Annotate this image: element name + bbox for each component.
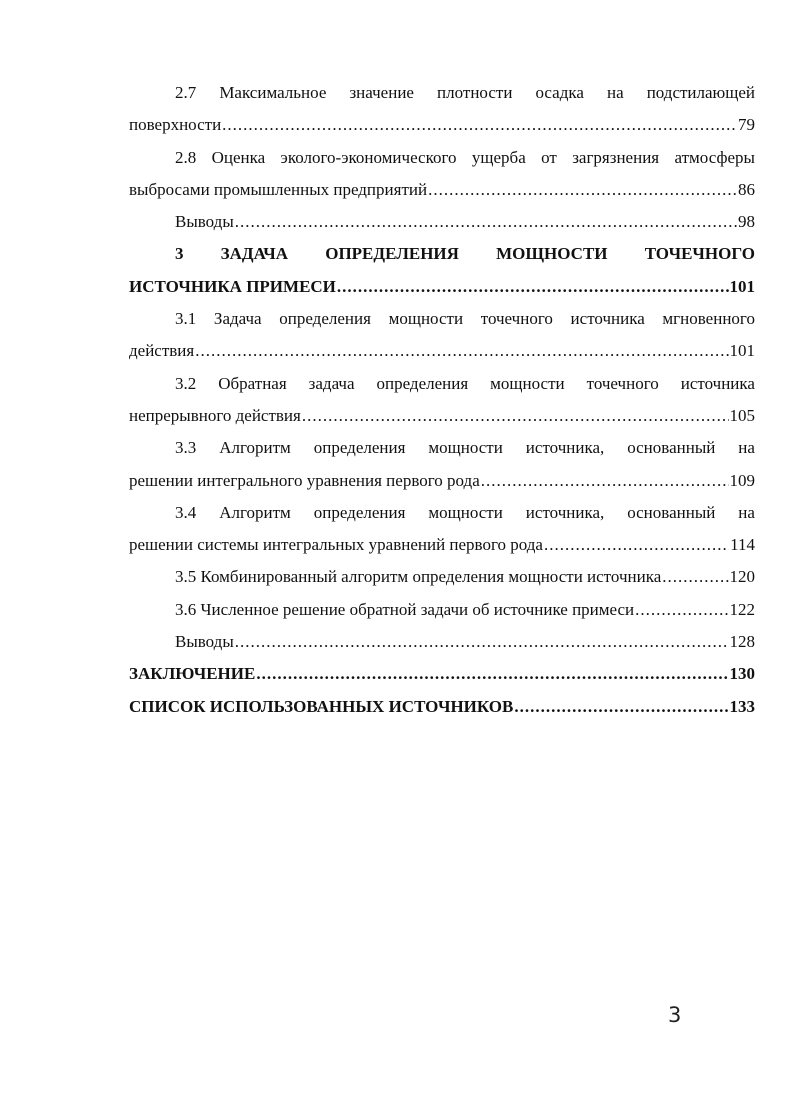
dot-leader bbox=[235, 206, 737, 238]
dot-leader bbox=[256, 658, 728, 690]
toc-entry-2-8[interactable]: 2.8 Оценка эколого-экономического ущерба от загрязнения атмосферы выбросами промышленных предприятий ..... 86 bbox=[129, 142, 755, 207]
toc-page-number: 114 bbox=[730, 535, 755, 555]
toc-entry-2-7[interactable]: 2.7 Максимальное значение плотности осадка на подстилающей поверхности ..... 79 bbox=[129, 77, 755, 142]
dot-leader bbox=[662, 561, 728, 593]
dot-leader bbox=[337, 271, 729, 303]
toc-entry-text: ИСТОЧНИКА ПРИМЕСИ bbox=[129, 276, 336, 296]
toc-page-number: 86 bbox=[738, 179, 755, 199]
dot-leader bbox=[544, 529, 729, 561]
dot-leader bbox=[235, 626, 729, 658]
toc-page-number: 120 bbox=[729, 567, 755, 587]
toc-entry-text: действия bbox=[129, 341, 195, 361]
toc-page-number: 105 bbox=[729, 405, 755, 425]
toc-entry-text: 3.6 Численное решение обратной задачи об источнике примеси bbox=[175, 599, 635, 619]
toc-page-number: 133 bbox=[729, 696, 755, 716]
toc-entry-3-2[interactable]: 3.2 Обратная задача определения мощности точечного источника непрерывного действия ..... 105 bbox=[129, 368, 755, 433]
toc-entry-text: непрерывного действия bbox=[129, 405, 301, 425]
toc-entry-text: Выводы bbox=[175, 632, 234, 652]
toc-entry-3-4[interactable]: 3.4 Алгоритм определения мощности источника, основанный на решении системы интегральных уравнений первого рода ..... 114 bbox=[129, 497, 755, 562]
dot-leader bbox=[514, 691, 728, 723]
toc-entry-text: выбросами промышленных предприятий bbox=[129, 179, 428, 199]
toc-entry-3-6[interactable] bbox=[129, 594, 755, 626]
toc-entry-text: Выводы bbox=[175, 212, 234, 232]
toc-page-number: 122 bbox=[729, 599, 755, 619]
toc-page-number: 128 bbox=[729, 632, 755, 652]
dot-leader bbox=[222, 109, 737, 141]
dot-leader bbox=[481, 465, 729, 497]
page-number: 3 bbox=[668, 1003, 682, 1027]
toc-entry-conclusions-ch3[interactable] bbox=[129, 626, 755, 658]
toc-entry-3-5[interactable] bbox=[129, 561, 755, 593]
toc-entry-conclusion[interactable] bbox=[129, 658, 755, 690]
toc-entry-references[interactable] bbox=[129, 691, 755, 723]
toc-entry-text: ЗАКЛЮЧЕНИЕ bbox=[129, 664, 256, 684]
toc-page-number: 130 bbox=[729, 664, 755, 684]
toc-entry-3-1[interactable]: 3.1 Задача определения мощности точечного источника мгновенного действия ..... 101 bbox=[129, 303, 755, 368]
dot-leader bbox=[302, 400, 729, 432]
dot-leader bbox=[635, 594, 728, 626]
toc-entry-3-3[interactable]: 3.3 Алгоритм определения мощности источника, основанный на решении интегрального уравнения первого рода ..... 109 bbox=[129, 432, 755, 497]
table-of-contents bbox=[129, 77, 755, 723]
toc-page-number: 109 bbox=[729, 470, 755, 490]
toc-entry-conclusions-ch2[interactable] bbox=[129, 206, 755, 238]
toc-page-number: 98 bbox=[738, 212, 755, 232]
toc-entry-text: решении интегрального уравнения первого рода bbox=[129, 470, 480, 490]
toc-page-number: 79 bbox=[738, 115, 755, 135]
dot-leader bbox=[195, 335, 728, 367]
toc-page-number: 101 bbox=[729, 276, 755, 296]
toc-entry-text: решении системы интегральных уравнений первого рода bbox=[129, 535, 543, 555]
toc-entry-text: 3.5 Комбинированный алгоритм определения мощности источника bbox=[175, 567, 662, 587]
toc-entry-text: поверхности bbox=[129, 115, 222, 135]
toc-entry-chapter-3[interactable]: 3 ЗАДАЧА ОПРЕДЕЛЕНИЯ МОЩНОСТИ ТОЧЕЧНОГО ИСТОЧНИКА ПРИМЕСИ ..... 101 bbox=[129, 238, 755, 303]
toc-entry-text: СПИСОК ИСПОЛЬЗОВАННЫХ ИСТОЧНИКОВ bbox=[129, 696, 514, 716]
toc-page-number: 101 bbox=[729, 341, 755, 361]
dot-leader bbox=[428, 174, 737, 206]
